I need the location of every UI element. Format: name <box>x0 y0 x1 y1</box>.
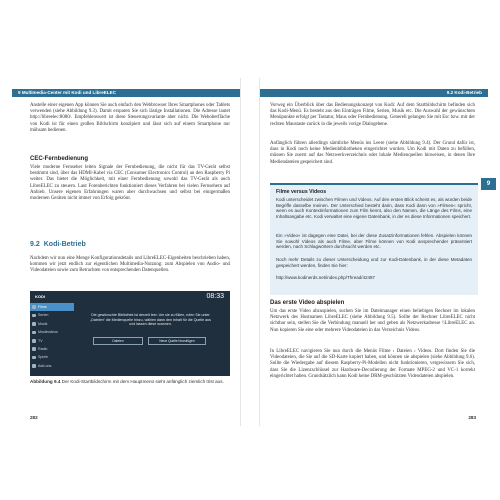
second-paragraph: Anfänglich führen allerdings sämtliche Menüs ins Leere (siehe Abbildung 9.4). Der Grund dafür ist, dass in Kodi noch keine Medienbibliotheken eingerichtet wurden. Um Kodi mit Daten zu befüllen, müssen Sie zuerst auf das Netzwerkverzeichnis oder lokale Medienquellen hinweisen, in denen Ihre Mediendateien gespeichert sind. <box>270 141 475 165</box>
section-heading <box>30 241 86 248</box>
kodi-menu-label: Musikvideos <box>38 330 58 335</box>
kodi-files-button: Dateien <box>93 337 143 345</box>
section-title: Kodi-Betrieb <box>43 241 86 248</box>
kodi-menu-item <box>30 353 74 361</box>
info-box-link: http://www.kodinerds.net/index.php/Thread/42487 <box>276 275 376 280</box>
kodi-logo: KODI <box>35 294 45 299</box>
info-box-paragraph: Kodi unterscheidet zwischen Filmen und Videos. Auf den ersten Blick scheint es, als würden beide Begriffe dasselbe meinen. Der Unterschied besteht darin, dass Kodi dann von »Filmen« spricht, wenn es auch Kontextinformationen zum Film kennt, also den Namen, die Länge des Films, eine Inhaltsangabe etc. Kodi verwaltet eine eigene Datenbank, in der es diese Informationen speichert. <box>276 197 472 219</box>
music-video-icon <box>32 331 36 335</box>
page-number: 283 <box>468 415 476 420</box>
radio-icon <box>32 347 36 351</box>
kodi-clock: 08:33 <box>206 293 224 300</box>
music-icon <box>32 322 36 326</box>
running-header-text: 9 Multimedia-Center mit Kodi und LibreELEC <box>18 90 117 95</box>
intro-paragraph: Anstelle einer eigenen App können Sie auch einfach den Webbrowser Ihres Smartphones oder Tablets verwenden (siehe Abbildung 9.3). Damit ersparen Sie sich lästige Installationen. Die Adresse lautet http://libreelec:8080/. Empfehlenswert ist diese Steuerungsvariante aber nicht. Die Weboberfläche von Kodi ist für einen großen Bildschirm konzipiert und lässt sich auf einem Smartphone nur mühsam bedienen. <box>30 103 230 133</box>
caption-label: Abbildung 9.4 <box>30 379 61 384</box>
info-box-title: Filme versus Videos <box>276 189 327 195</box>
kodi-menu-item <box>30 328 74 336</box>
gamepad-icon <box>32 356 36 360</box>
figure-caption <box>30 379 230 385</box>
kodi-menu-label: Filme <box>38 305 47 309</box>
kodi-screenshot <box>30 291 230 376</box>
kodi-menu-label: Musik <box>38 321 48 326</box>
cec-heading: CEC-Fernbedienung <box>30 156 88 162</box>
tv-icon <box>32 314 36 318</box>
kodi-main-menu <box>30 303 74 370</box>
intro-paragraph: Vorweg ein Überblick über das Bedienungskonzept von Kodi: Auf dem Startbildschirm befinden sich das Kodi-Menü. Es besteht aus den Einträgen Filme, Serien, Musik etc. Die Auswahl der gewünschten Menüpunkte erfolgt per Tastatur, Maus oder Fernbedienung. Generell gelangen Sie mit Esc bzw. mit der rechten Maustaste zurück in die jeweils vorige Dialogebene. <box>270 103 475 127</box>
kodi-add-source-button: Neue Quelle hinzufügen <box>148 337 206 345</box>
kodi-menu-item <box>30 303 74 311</box>
kodi-menu-label: Spiele <box>38 355 48 360</box>
section-number: 9.2 <box>30 241 40 248</box>
kodi-menu-label: Add-ons <box>38 363 52 368</box>
film-icon <box>32 305 36 309</box>
running-header <box>12 89 240 97</box>
video-paragraph: Um das erste Video abzuspielen, suchen Sie im Dateimanager einen beliebigen Rechner im lokalen Netzwerk des Hostnamen LibreELEC (siehe Abbildung 9.5). Sollte der Rechner LibreELEC nicht sichtbar sein, stellen Sie die Verbindung manuell her und geben als Netzwerkadresse \\LibreELEC an. Nun kopieren Sie eine oder mehrere Videodateien in das Verzeichnis Videos. <box>270 309 475 333</box>
running-header-text: 9.2 Kodi-Betrieb <box>446 90 482 95</box>
kodi-menu-label: Serien <box>38 313 49 318</box>
left-page <box>12 78 240 426</box>
page-number: 282 <box>30 415 38 420</box>
video-heading: Das erste Video abspielen <box>270 300 345 306</box>
running-header <box>260 89 488 97</box>
tv-icon <box>32 339 36 343</box>
cec-paragraph: Viele moderne Fernseher leiten Signale der Fernbedienung, die nicht für das TV-Gerät selbst bestimmt sind, über das HDMI-Kabel via CEC (Consumer Electronics Control) an den Raspberry Pi weiter. Das bietet die Möglichkeit, mit einer Fernbedienung sowohl das TV-Gerät als auch LibreELEC zu steuern. Laut Forenberichten funktioniert dieses Verfahren bei vielen Fernsehern auf Anhieb. Unsere eigenen Erfahrungen waren aber durchwachsen und selbst bei einigermaßen modernen Geräten nicht immer von Erfolg gekrönt. <box>30 165 230 202</box>
kodi-menu-label: Radio <box>38 346 48 351</box>
chapter-thumb-tab: 9 <box>481 178 496 190</box>
info-box <box>270 183 478 295</box>
info-box-paragraph: Noch mehr Details zu dieser Unterscheidung und zur Kodi-Datenbank, in der diese Metadaten gespeichert werden, finden Sie hier: <box>276 257 472 268</box>
section-paragraph: Nachdem wir nun eine Menge Konfigurationsdetails und LibreELEC-Eigenheiten beschrieben haben, kommen wir jetzt endlich zur eigentlichen Multimedia-Nutzung: zum Abspielen von Audio- und Videodateien sowie zum Betrachten von entsprechenden Datenquellen. <box>30 256 230 274</box>
right-page <box>260 78 488 426</box>
video-paragraph: In LibreELEC navigieren Sie nun durch die Menüs Filme › Dateien › Videos. Dort finden Sie die Videodateien, die Sie auf die SD-Karte kopiert haben, und können sie abspielen (siehe Abbildung 9.6). Sollte die Wiedergabe auf diesem Raspberry-Pi-Modellen nicht funktionieren, vergewissern Sie sich, dass Sie die Lizenzschlüssel zur Hardware-Decodierung der Formate MPEG-2 und VC-1 korrekt eingerichtet haben. Grundsätzlich kann Kodi keine DRM-geschützten Videodateien abspielen. <box>270 349 475 379</box>
kodi-menu-item <box>30 311 74 319</box>
info-box-paragraph: Ein »Video« ist dagegen eine Datei, bei der diese Zusatzinformationen fehlen. Abspielen können Sie sowohl Videos als auch Filme, aber Filme können von Kodi ansprechender präsentiert werden, nach Schlagwörtern durchsucht werden etc. <box>276 233 472 250</box>
caption-text: Der Kodi-Startbildschirm mit dem Hauptmenü sieht anfänglich ziemlich trist aus. <box>61 379 224 384</box>
kodi-menu-label: TV <box>38 338 43 343</box>
kodi-top-bar <box>30 291 230 301</box>
addons-icon <box>32 364 36 368</box>
kodi-menu-item <box>30 320 74 328</box>
kodi-menu-item <box>30 337 74 345</box>
kodi-menu-item <box>30 345 74 353</box>
kodi-empty-library-message: Die gewünschte Bibliothek ist derzeit leer. Um sie zu füllen, rufen Sie unter „Dateien“ die Medienquelle hinzu, wählen dann den Inhalt für die Quelle aus und lassen diese scannen. <box>90 313 211 326</box>
kodi-menu-item <box>30 362 74 370</box>
